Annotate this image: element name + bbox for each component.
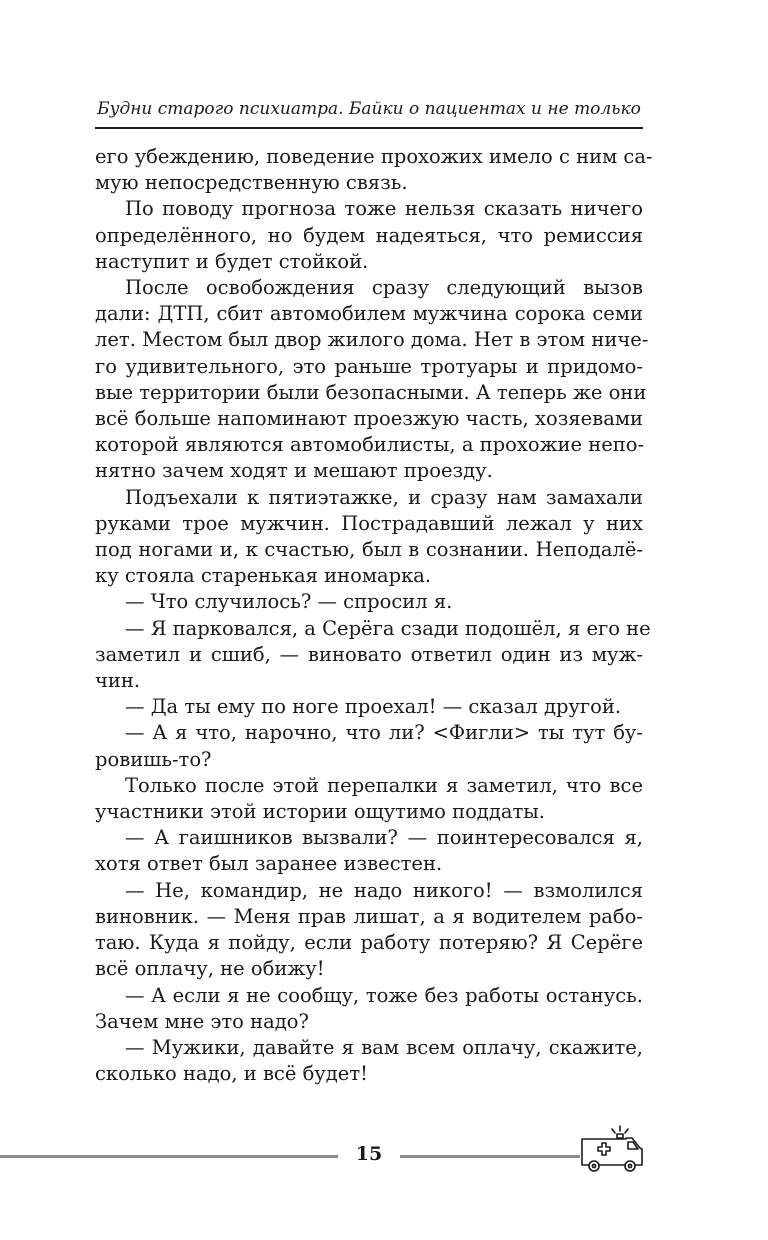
text-line: ку стояла старенькая иномарка. bbox=[95, 564, 432, 588]
text-line: заметил и сшиб, — виновато ответил один из муж- bbox=[95, 642, 643, 666]
text-line: руками трое мужчин. Пострадавший лежал у них bbox=[95, 511, 643, 535]
paragraph bbox=[95, 720, 643, 772]
text-line: виновник. — Меня прав лишат, а я водителем рабо- bbox=[95, 904, 643, 928]
text-line: ровишь-то? bbox=[95, 747, 212, 771]
paragraph bbox=[95, 144, 653, 196]
ambulance-icon bbox=[578, 1124, 646, 1176]
text-line: определённого, но будем надеяться, что ремиссия bbox=[95, 223, 643, 247]
paragraph bbox=[95, 589, 643, 615]
text-line: под ногами и, к счастью, был в сознании. Неподалё- bbox=[95, 538, 643, 562]
text-line: го удивительного, это раньше тротуары и придомо- bbox=[95, 354, 643, 378]
page-number: 15 bbox=[355, 1143, 383, 1165]
text-line: хотя ответ был заранее известен. bbox=[95, 852, 443, 876]
paragraph bbox=[95, 878, 643, 983]
text-line: всё оплачу, не обижу! bbox=[95, 957, 325, 981]
text-line: Только после этой перепалки я заметил, что все bbox=[125, 773, 643, 797]
text-line: — Мужики, давайте я вам всем оплачу, скажите, bbox=[125, 1035, 643, 1059]
paragraph bbox=[95, 616, 651, 695]
text-line: Подъехали к пятиэтажке, и сразу нам замахали bbox=[125, 485, 643, 509]
text-line: дали: ДТП, сбит автомобилем мужчина сорока семи bbox=[95, 302, 643, 326]
paragraph bbox=[95, 485, 643, 590]
running-header: Будни старого психиатра. Байки о пациентах и не только bbox=[97, 99, 641, 119]
paragraph bbox=[95, 1035, 643, 1087]
text-line: сколько надо, и всё будет! bbox=[95, 1062, 368, 1086]
text-line: По поводу прогноза тоже нельзя сказать ничего bbox=[125, 197, 643, 221]
text-line: мую непосредственную связь. bbox=[95, 171, 408, 195]
paragraph bbox=[95, 196, 643, 275]
text-line: вые территории были безопасными. А теперь же они bbox=[95, 380, 647, 404]
text-line: чин. bbox=[95, 669, 141, 693]
text-line: которой являются автомобилисты, а прохожие непо- bbox=[95, 433, 645, 457]
header-divider bbox=[95, 127, 643, 129]
footer-divider-left bbox=[0, 1155, 338, 1158]
text-line: — Что случилось? — спросил я. bbox=[125, 590, 453, 614]
text-line: После освобождения сразу следующий вызов bbox=[125, 276, 643, 300]
text-line: его убеждению, поведение прохожих имело с ним са- bbox=[95, 145, 653, 168]
text-line: нятно зачем ходят и мешают проезду. bbox=[95, 459, 493, 483]
text-line: — Да ты ему по ноге проехал! — сказал другой. bbox=[125, 695, 622, 719]
paragraph bbox=[95, 825, 643, 877]
text-line: наступит и будет стойкой. bbox=[95, 249, 369, 273]
paragraph bbox=[95, 983, 643, 1035]
text-line: участники этой истории ощутимо поддаты. bbox=[95, 800, 545, 824]
paragraph bbox=[95, 773, 643, 825]
text-line: Зачем мне это надо? bbox=[95, 1009, 309, 1033]
text-line: таю. Куда я пойду, если работу потеряю? Я Серёге bbox=[95, 931, 643, 955]
paragraph bbox=[95, 275, 649, 485]
text-line: — А гаишников вызвали? — поинтересовался я, bbox=[125, 826, 643, 850]
text-line: — А если я не сообщу, тоже без работы останусь. bbox=[125, 983, 643, 1007]
text-line: — Не, командир, не надо никого! — взмолился bbox=[125, 878, 643, 902]
footer-divider-right bbox=[400, 1155, 580, 1158]
text-line: — А я что, нарочно, что ли? <Фигли> ты тут бу- bbox=[125, 721, 643, 745]
text-line: лет. Местом был двор жилого дома. Нет в этом ниче- bbox=[95, 328, 649, 352]
paragraph bbox=[95, 694, 643, 720]
body-text bbox=[95, 144, 653, 1087]
text-line: — Я парковался, а Серёга сзади подошёл, я его не bbox=[125, 616, 651, 640]
text-line: всё больше напоминают проезжую часть, хозяевами bbox=[95, 407, 643, 431]
